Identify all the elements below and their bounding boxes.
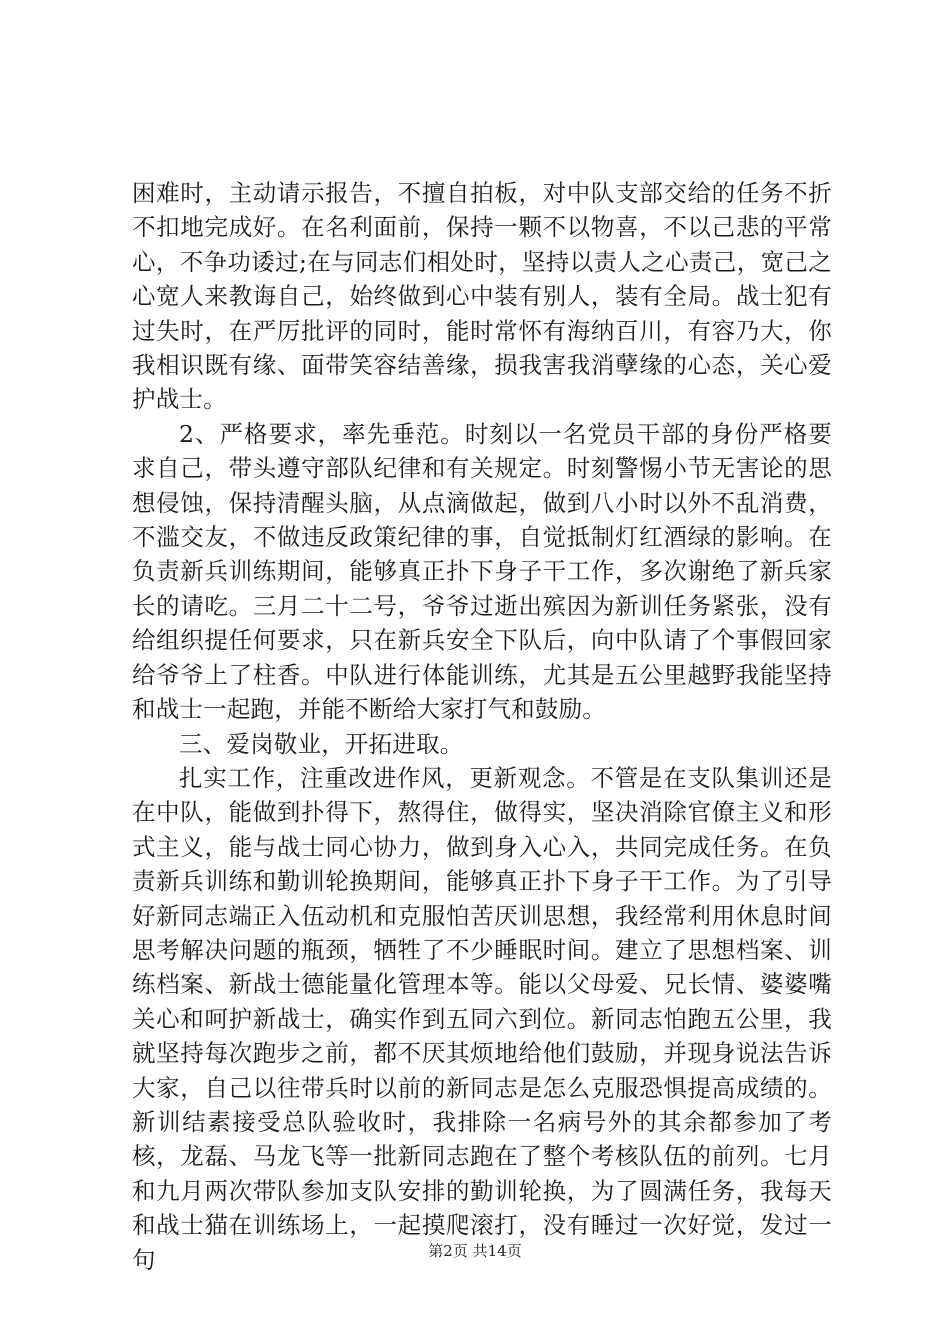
document-body <box>132 176 832 1277</box>
page-footer: 第2页 共14页 <box>428 1242 522 1260</box>
section-heading-3: 三、爱岗敬业，开拓进取。 <box>179 729 464 758</box>
paragraph-2: 2、严格要求，率先垂范。时刻以一名党员干部的身份严格要求自己，带头遵守部队纪律和有关规定。时刻警惕小节无害论的思想侵蚀，保持清醒头脑，从点滴做起，做到八小时以外不乱消费，不滥交友，不做违反政策纪律的事，自觉抵制灯红酒绿的影响。在负责新兵训练期间，能够真正扑下身子干工作，多次谢绝了新兵家长的请吃。三月二十二号，爷爷过逝出殡因为新训任务紧张，没有给组织提任何要求，只在新兵安全下队后，向中队请了个事假回家给爷爷上了柱香。中队进行体能训练，尤其是五公里越野我能坚持和战士一起跑，并能不断给大家打气和鼓励。 <box>132 419 832 724</box>
paragraph-4: 扎实工作，注重改进作风，更新观念。不管是在支队集训还是在中队，能做到扑得下，熬得住，做得实，坚决消除官僚主义和形式主义，能与战士同心协力，做到身入心入，共同完成任务。在负责新兵训练和勤训轮换期间，能够真正扑下身子干工作。为了引导好新同志端正入伍动机和克服怕苦厌训思想，我经常利用休息时间思考解决问题的瓶颈，牺牲了不少睡眠时间。建立了思想档案、训练档案、新战士德能量化管理本等。能以父母爱、兄长情、婆婆嘴关心和呵护新战士，确实作到五同六到位。新同志怕跑五公里，我就坚持每次跑步之前，都不厌其烦地给他们鼓励，并现身说法告诉大家，自己以往带兵时以前的新同志是怎么克服恐惧提高成绩的。新训结素接受总队验收时，我排除一名病号外的其余都参加了考核，龙磊、马龙飞等一批新同志跑在了整个考核队伍的前列。七月和九月两次带队参加支队安排的勤训轮换，为了圆满任务，我每天和战士猫在训练场上，一起摸爬滚打，没有睡过一次好觉，发过一句 <box>132 763 832 1274</box>
paragraph-1: 困难时，主动请示报告，不擅自拍板，对中队支部交给的任务不折不扣地完成好。在名利面前，保持一颗不以物喜，不以己悲的平常心，不争功诿过;在与同志们相处时，坚持以责人之心责己，宽己之心宽人来教诲自己，始终做到心中装有别人，装有全局。战士犯有过失时，在严厉批评的同时，能时常怀有海纳百川，有容乃大，你我相识既有缘、面带笑容结善缘，损我害我消孽缘的心态，关心爱护战士。 <box>132 179 832 414</box>
